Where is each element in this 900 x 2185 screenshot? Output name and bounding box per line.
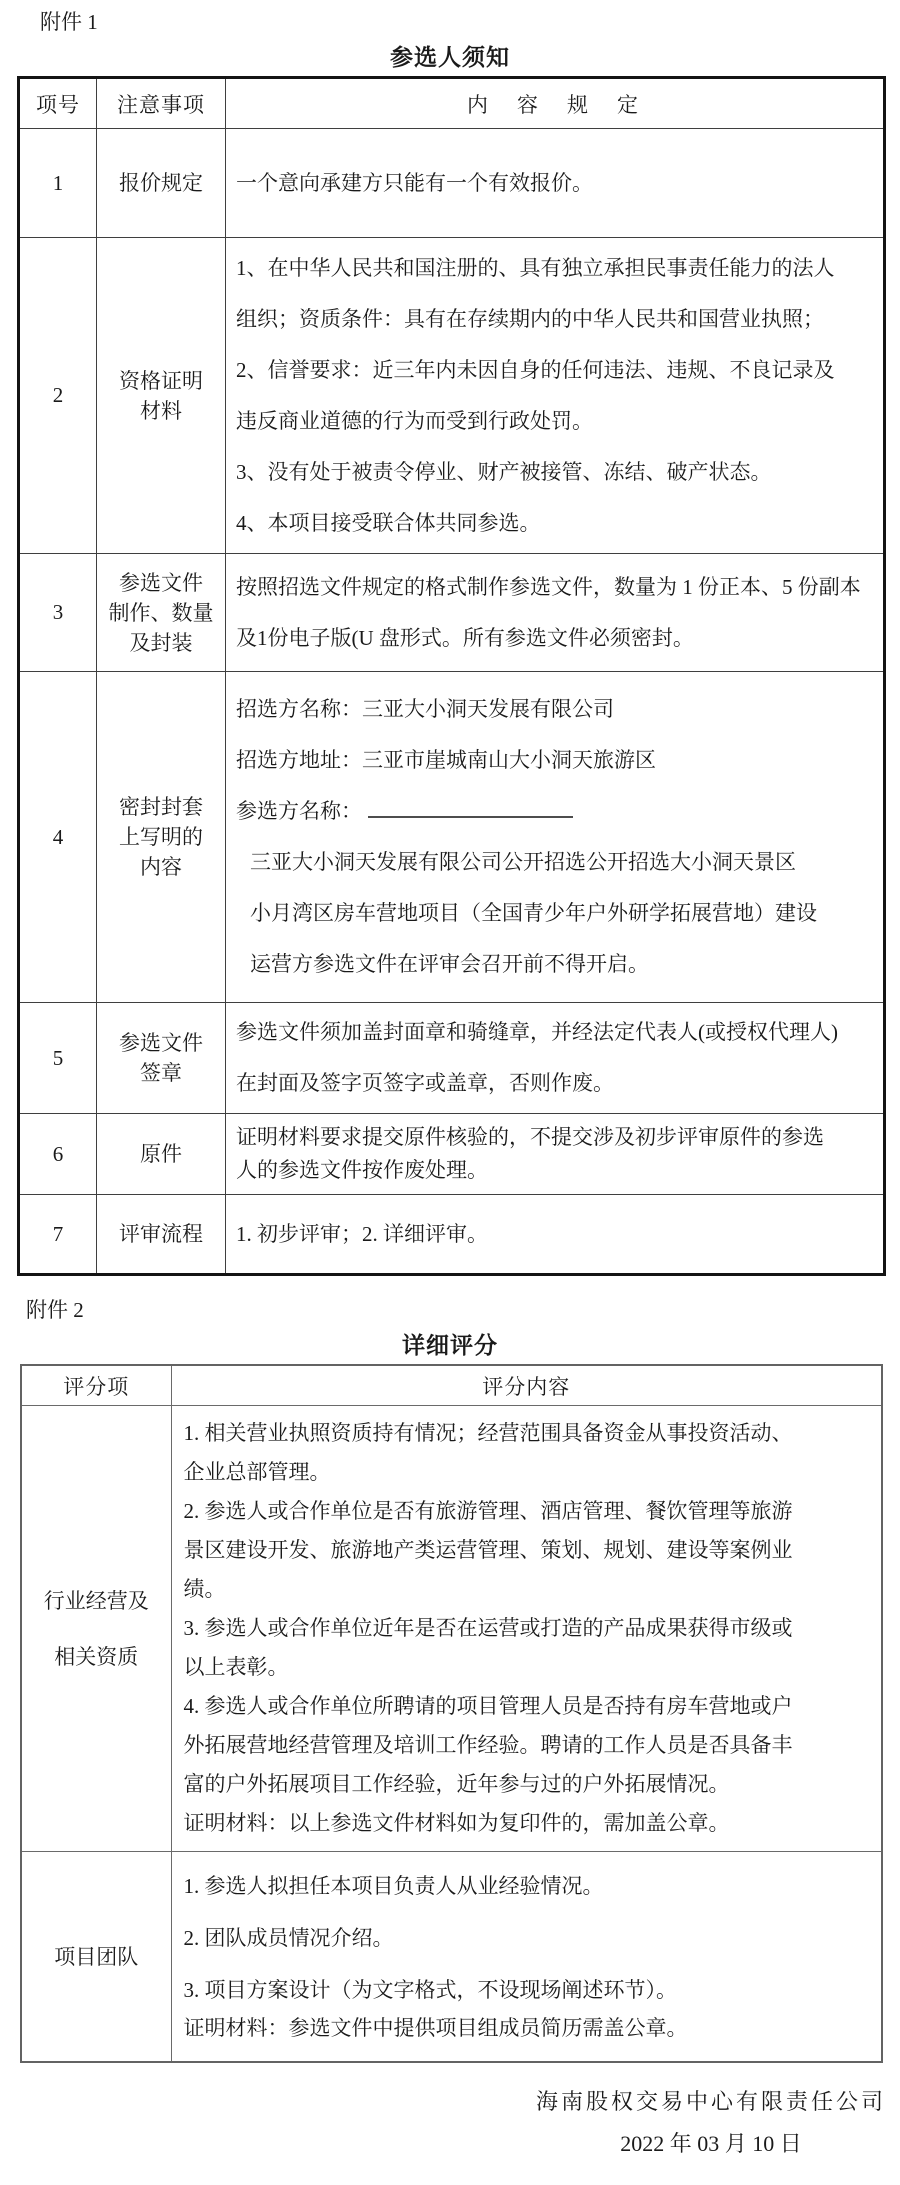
item-name-cell [97,1003,226,1114]
item-name-cell [97,1195,226,1275]
notice-table-title: 参选人须知 [390,45,510,70]
text-line: 参选文件 [119,570,203,595]
text-line: 组织；资质条件：具有在存续期内的中华人民共和国营业执照； [236,306,824,331]
text-line: 4. 参选人或合作单位所聘请的项目管理人员是否持有房车营地或户 [183,1694,793,1718]
text-line: 1. 相关营业执照资质持有情况；经营范围具备资金从事投资活动、 [183,1421,793,1445]
participant-name-line [236,786,875,837]
table-row [19,1003,885,1114]
content-cell [226,1114,885,1195]
text-line: 1、在中华人民共和国注册的、具有独立承担民事责任能力的法人 [236,255,835,280]
footer [0,2087,886,2159]
text-line: 2. 团队成员情况介绍。 [183,1925,394,1950]
text-line: 证明材料：参选文件中提供项目组成员简历需盖公章。 [183,2015,688,2040]
scoring-table-header-row [21,1365,882,1406]
item-no-cell: 6 [19,1114,97,1195]
text-line: 人的参选文件按作废处理。 [236,1158,488,1182]
content-cell [226,672,885,1003]
text-line: 在封面及签字页签字或盖章，否则作废。 [236,1071,614,1095]
footer-signature-block [536,2087,886,2159]
footer-date: 2022 年 03 月 10 日 [620,2131,802,2156]
text-line: 一个意向承建方只能有一个有效报价。 [236,170,593,195]
text-line: 上写明的 [119,825,203,849]
scoring-table-title: 详细评分 [402,1333,498,1358]
item-name-cell [97,672,226,1003]
text-line: 项目团队 [54,1944,139,1969]
text-line: 2、信誉要求：近三年内未因自身的任何违法、违规、不良记录及 [236,357,835,382]
text-line: 内容 [140,855,182,879]
text-line: 证明材料要求提交原件核验的，不提交涉及初步评审原件的参选 [236,1125,824,1149]
text-line: 3. 参选人或合作单位近年是否在运营或打造的产品成果获得市级或 [183,1616,793,1640]
text-line: 行业经营及 [43,1588,149,1613]
text-line: 密封封套 [119,795,203,819]
content-cell [226,1003,885,1114]
header-item-no: 项号 [19,78,97,129]
table-row [19,554,885,672]
table-row [19,1114,885,1195]
text-line: 企业总部管理。 [183,1460,331,1484]
item-name-cell [97,1114,226,1195]
table-row [19,129,885,238]
table-row [21,1852,882,2063]
score-content-cell [171,1852,882,2063]
text-line: 违反商业道德的行为而受到行政处罚。 [236,408,593,433]
text-line: 2. 参选人或合作单位是否有旅游管理、酒店管理、餐饮管理等旅游 [183,1499,793,1523]
text-line: 4、本项目接受联合体共同参选。 [236,510,541,535]
header-score-item: 评分项 [21,1365,171,1406]
envelope-addresses [236,684,875,786]
score-item-cell [21,1406,171,1852]
text-line: 1. 参选人拟担任本项目负责人从业经验情况。 [183,1873,604,1898]
text-line: 绩。 [183,1577,226,1601]
header-score-content: 评分内容 [171,1365,882,1406]
text-line: 3. 项目方案设计（为文字格式，不设现场阐述环节）。 [183,1977,677,2002]
notice-table-header-row [19,78,885,129]
text-line: 及封装 [129,630,193,655]
text-line: 及1份电子版(U 盘形式。所有参选文件必须密封。 [236,625,694,650]
table-row [19,672,885,1003]
header-item-name: 注意事项 [97,78,226,129]
score-item-cell [21,1852,171,2063]
text-line: 相关资质 [54,1644,139,1669]
text-line: 三亚大小洞天发展有限公司公开招选公开招选大小洞天景区 [250,850,796,874]
item-no-cell: 3 [19,554,97,672]
text-line: 招选方地址：三亚市崖城南山大小洞天旅游区 [236,748,656,772]
text-line: 参选文件 [119,1031,203,1055]
item-name-cell [97,238,226,554]
text-line: 资格证明 [119,368,203,393]
item-no-cell: 4 [19,672,97,1003]
text-line: 3、没有处于被责令停业、财产被接管、冻结、破产状态。 [236,459,772,484]
item-no-cell: 7 [19,1195,97,1275]
text-line: 以上表彰。 [183,1655,289,1679]
table-row [21,1406,882,1852]
text-line: 制作、数量 [108,600,214,625]
participant-name-label: 参选方名称： [236,799,362,823]
text-line: 材料 [140,398,182,423]
text-line: 1. 初步评审；2. 详细评审。 [236,1221,488,1246]
text-line: 签章 [140,1061,182,1085]
text-line: 招选方名称：三亚大小洞天发展有限公司 [236,697,614,721]
item-no-cell: 1 [19,129,97,238]
text-line: 原件 [140,1142,182,1166]
content-cell [226,238,885,554]
attachment-1-label: 附件 1 [40,10,98,34]
scoring-table [20,1364,883,2063]
text-line: 小月湾区房车营地项目（全国青少年户外研学拓展营地）建设 [250,901,817,925]
item-name-cell [97,554,226,672]
item-name-cell [97,129,226,238]
content-cell [226,129,885,238]
table-row [19,238,885,554]
text-line: 景区建设开发、旅游地产类运营管理、策划、规划、建设等案例业 [183,1538,793,1562]
content-cell [226,554,885,672]
text-line: 参选文件须加盖封面章和骑缝章，并经法定代表人(或授权代理人) [236,1020,838,1044]
envelope-notice [236,837,875,990]
text-line: 证明材料：以上参选文件材料如为复印件的，需加盖公章。 [183,1811,730,1835]
content-cell [226,1195,885,1275]
item-no-cell: 5 [19,1003,97,1114]
text-line: 按照招选文件规定的格式制作参选文件，数量为 1 份正本、5 份副本 [236,574,861,599]
notice-table [17,76,886,1276]
text-line: 评审流程 [119,1222,203,1246]
item-no-cell: 2 [19,238,97,554]
score-content-cell [171,1406,882,1852]
footer-company: 海南股权交易中心有限责任公司 [535,2089,886,2114]
text-line: 富的户外拓展项目工作经验，近年参与过的户外拓展情况。 [183,1772,730,1796]
header-content: 内 容 规 定 [226,78,885,129]
text-line: 报价规定 [119,171,203,195]
attachment-2-label: 附件 2 [26,1298,84,1322]
table-row [19,1195,885,1275]
text-line: 运营方参选文件在评审会召开前不得开启。 [250,952,649,976]
text-line: 外拓展营地经营管理及培训工作经验。聘请的工作人员是否具备丰 [183,1733,793,1757]
blank-underline [368,792,573,818]
